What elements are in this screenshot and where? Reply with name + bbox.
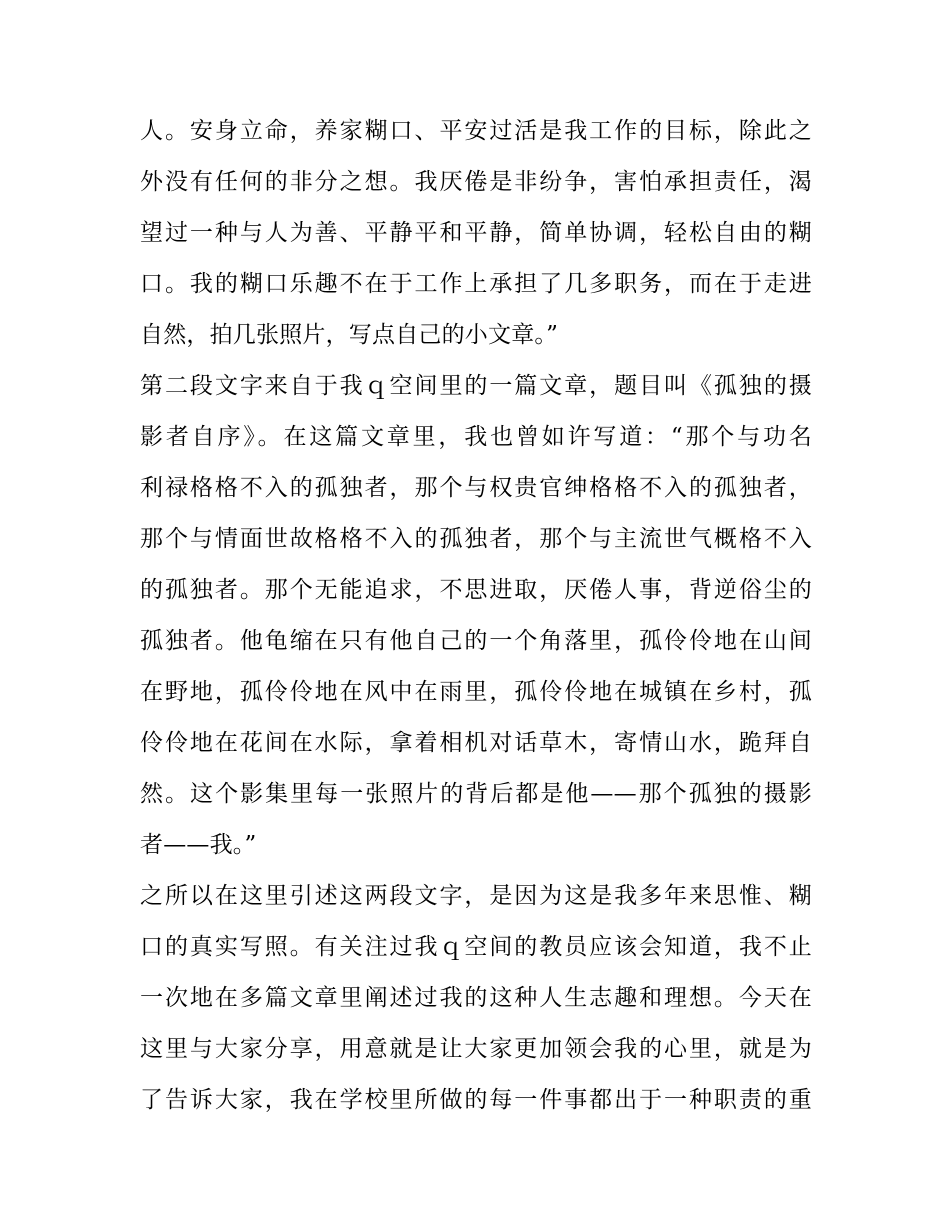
text-line: 那个与情面世故格格不入的孤独者，那个与主流世气概格不入 [140,526,812,552]
text-line: 一次地在多篇文章里阐述过我的这种人生志趣和理想。今天在 [140,985,812,1011]
text-line: 口。我的糊口乐趣不在于工作上承担了几多职务，而在于走进 [140,271,812,297]
text-line: 了告诉大家，我在学校里所做的每一件事都出于一种职责的重 [140,1087,812,1113]
body-text [140,106,812,1126]
text-line: 伶伶地在花间在水际，拿着相机对话草木，寄情山水，跪拜自 [140,730,812,756]
text-line: 者——我。” [140,832,257,858]
text-line: 的孤独者。那个无能追求，不思进取，厌倦人事，背逆俗尘的 [140,577,812,603]
text-line: 外没有任何的非分之想。我厌倦是非纷争，害怕承担责任，渴 [140,169,812,195]
text-line: 然。这个影集里每一张照片的背后都是他——那个孤独的摄影 [140,781,812,807]
text-line: 这里与大家分享，用意就是让大家更加领会我的心里，就是为 [140,1036,812,1062]
text-line: 利禄格格不入的孤独者，那个与权贵官绅格格不入的孤独者， [140,475,812,501]
text-line: 人。安身立命，养家糊口、平安过活是我工作的目标，除此之 [140,118,812,144]
text-line: 在野地，孤伶伶地在风中在雨里，孤伶伶地在城镇在乡村，孤 [140,679,812,705]
text-line: 之所以在这里引述这两段文字，是因为这是我多年来思惟、糊 [140,883,812,909]
text-line: 第二段文字来自于我ｑ空间里的一篇文章，题目叫《孤独的摄 [140,373,812,399]
text-line: 影者自序》。在这篇文章里，我也曾如许写道：“那个与功名 [140,424,812,450]
text-line: 口的真实写照。有关注过我ｑ空间的教员应该会知道，我不止 [140,934,812,960]
text-line: 望过一种与人为善、平静平和平静，简单协调，轻松自由的糊 [140,220,812,246]
text-line: 自然，拍几张照片，写点自己的小文章。” [140,322,559,348]
text-line: 孤独者。他龟缩在只有他自己的一个角落里，孤伶伶地在山间 [140,628,812,654]
